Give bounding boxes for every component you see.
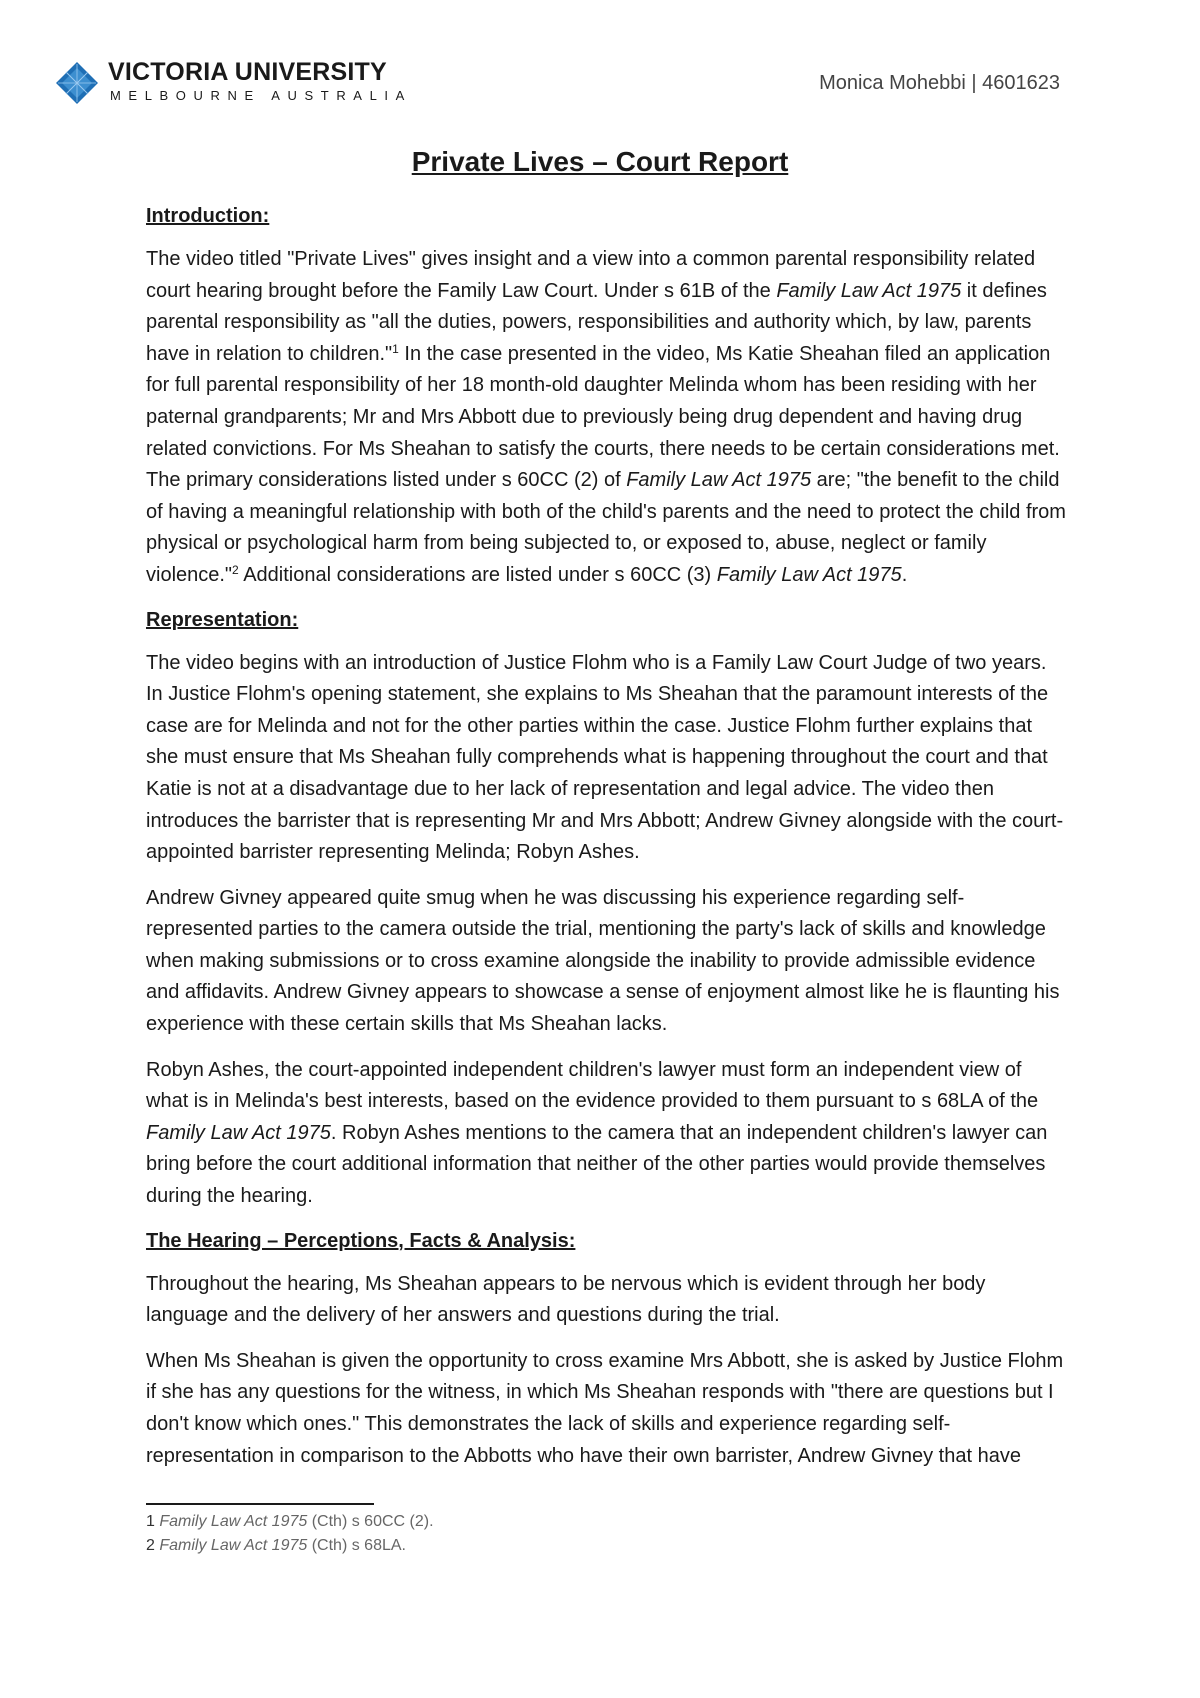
page-title: Private Lives – Court Report xyxy=(411,146,789,177)
heading-representation: Representation: xyxy=(146,608,299,631)
hearing-paragraph-1: Throughout the hearing, Ms Sheahan appears to be nervous which is evident through her body language and the delivery of her answers and questions during the trial. xyxy=(146,1272,986,1327)
diamond-logo-icon xyxy=(56,62,98,104)
logo-subtitle: MELBOURNE AUSTRALIA xyxy=(110,88,412,103)
intro-paragraph: The video titled "Private Lives" gives insight and a view into a common parental responsibility related court hearing brought before the Family Law Court. Under s 61B of the Family Law Act 1975 it defines parental responsibility as "all the duties, powers, responsibilities and authority which, by law, parents have in relation to children."$^1$ In the case presented in the video, Ms Katie Sheahan filed an application for full parental responsibility of her 18 month-old daughter Melinda whom has been residing with her paternal grandparents; Mr and Mrs Abbott due to previously being drug dependent and having drug related convictions. For Ms Sheahan to satisfy the courts, there needs to be certain considerations met. The primary considerations listed under s 60CC (2) of Family Law Act 1975 are; "the benefit to the child of having a meaningful relationship with both of the child's parents and the need to protect the child from physical or psychological harm from being subjected to, or exposed to, abuse, neglect or family violence."$^2$ Additional considerations are listed under s 60CC (3) Family Law Act 1975. xyxy=(146,248,1066,586)
footnotes xyxy=(146,1510,434,1558)
author-id: Monica Mohebbi | 4601623 xyxy=(819,72,1060,94)
representation-paragraph-2: Andrew Givney appeared quite smug when he was discussing his experience regarding self-represented parties to the camera outside the trial, mentioning the party's lack of skills and knowledge when making submissions or to cross examine alongside the inability to provide admissible evidence and affidavits. Andrew Givney appears to showcase a sense of enjoyment almost like he is flaunting his experience with these certain skills that Ms Sheahan lacks. xyxy=(146,886,1060,1036)
footnote-2: 2 Family Law Act 1975 (Cth) s 68LA. xyxy=(146,1537,406,1554)
footnote-divider xyxy=(146,1503,374,1505)
representation-paragraph-1: The video begins with an introduction of Justice Flohm who is a Family Law Court Judge of two years. In Justice Flohm's opening statement, she explains to Ms Sheahan that the paramount interests of the case are for Melinda and not for the other parties within the case. Justice Flohm further explains that she must ensure that Ms Sheahan fully comprehends what is happening throughout the court and that Katie is not at a disadvantage due to her lack of representation and legal advice. The video then introduces the barrister that is representing Mr and Mrs Abbott; Andrew Givney alongside with the court-appointed barrister representing Melinda; Robyn Ashes. xyxy=(146,651,1064,864)
representation-paragraph-3: Robyn Ashes, the court-appointed independent children's lawyer must form an independent view of what is in Melinda's best interests, based on the evidence provided to them pursuant to s 68LA of the Family Law Act 1975. Robyn Ashes mentions to the camera that an independent children's lawyer can bring before the court additional information that neither of the other parties would provide themselves during the hearing. xyxy=(146,1058,1048,1208)
heading-introduction: Introduction: xyxy=(146,205,270,227)
document-body xyxy=(146,202,1066,1486)
hearing-paragraph-2: When Ms Sheahan is given the opportunity to cross examine Mrs Abbott, she is asked by Justice Flohm if she has any questions for the witness, in which Ms Sheahan responds with "there are questions but I don't know which ones." This demonstrates the lack of skills and experience regarding self-representation in comparison to the Abbotts who have their own barrister, Andrew Givney that have xyxy=(146,1349,1064,1467)
university-logo xyxy=(56,58,416,108)
logo-name: VICTORIA UNIVERSITY xyxy=(108,58,387,86)
footnote-ref-1[interactable]: 1 xyxy=(392,341,399,356)
footnote-1: 1 Family Law Act 1975 (Cth) s 60CC (2). xyxy=(146,1513,434,1530)
footnote-ref-2[interactable]: 2 xyxy=(232,562,239,577)
heading-hearing: The Hearing – Perceptions, Facts & Analysis: xyxy=(146,1229,576,1252)
